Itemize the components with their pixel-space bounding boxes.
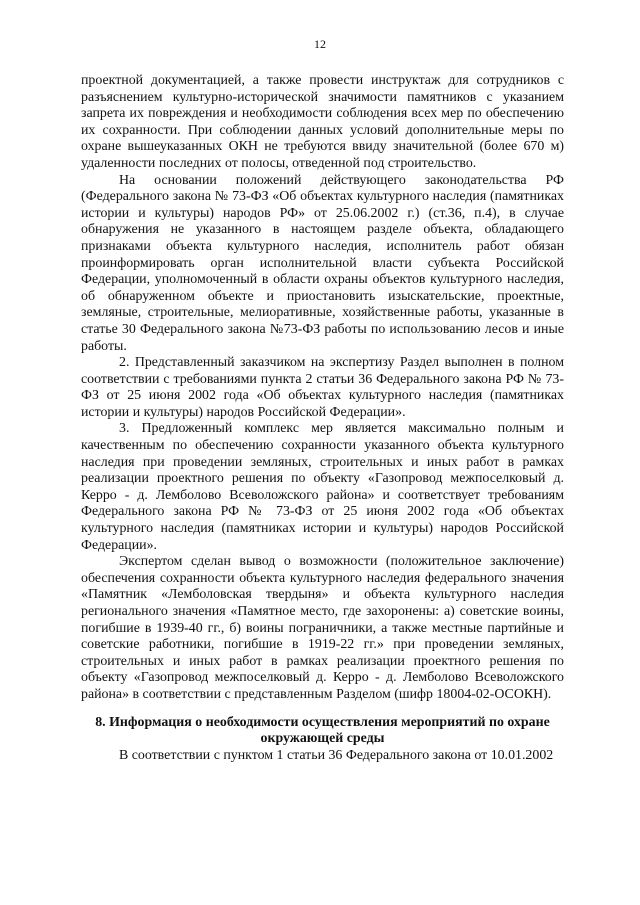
section-heading-environment: 8. Информация о необходимости осуществления мероприятий по охране окружающей среды — [95, 714, 550, 747]
paragraph-legal-basis: На основании положений действующего законодательства РФ (Федерального закона № 73-ФЗ «Об объектах культурного наследия (памятниках истории и культуры) народов РФ» от 25.06.2002 г.) (ст.36, п.4), в случае обнаружения не указанного в настоящем разделе объекта, обладающего признаками объекта культурного наследия, исполнитель работ обязан проинформировать орган исполнительной власти субъекта Российской Федерации, уполномоченный в области охраны объектов культурного наследия, об обнаруженном объекте и приостановить изыскательские, проектные, земляные, строительные, мелиоративные, хозяйственные работы, указанные в статье 30 Федерального закона №73-ФЗ работы по использованию лесов и иные работы. — [81, 172, 564, 354]
paragraph-expert-conclusion: Экспертом сделан вывод о возможности (положительное заключение) обеспечения сохранности объекта культурного наследия федерального значения «Памятник «Лемболовская твердыня» и объекта культурного наследия регионального значения «Памятное место, где захоронены: а) советские воины, погибшие в 1939-40 гг., б) воины пограничники, а также местные партийные и советские работники, погибшие в 1919-22 гг.» при проведении земляных, строительных и иных работ в рамках реализации проектного решения по объекту «Газопровод межпоселковый д. Керро - д. Лемболово Всеволожского района» в соответствии с представленным Разделом (шифр 18004-02-ОСОКН). — [81, 554, 564, 702]
document-body — [81, 73, 564, 764]
paragraph-instruction-continued: проектной документацией, а также провести инструктаж для сотрудников с разъяснением культурно-исторической значимости памятников с указанием запрета их повреждения и необходимости соблюдения всех мер по обеспечению их сохранности. При соблюдении данных условий дополнительные меры по охране вышеуказанных ОКН не требуются ввиду значительной (более 670 м) удаленности последних от полосы, отведенной под строительство. — [81, 73, 564, 171]
page-number: 12 — [314, 37, 326, 51]
paragraph-point-3: 3. Предложенный комплекс мер является максимально полным и качественным по обеспечению сохранности указанного объекта культурного наследия при проведении земляных, строительных и иных работ в рамках реализации проектного решения по объекту «Газопровод межпоселковый д. Керро - д. Лемболово Всеволожского района» и соответствует требованиям Федерального закона РФ № 73-ФЗ от 25 июня 2002 года «Об объектах культурного наследия (памятниках истории и культуры) народов Российской Федерации». — [81, 421, 564, 553]
paragraph-point-2: 2. Представленный заказчиком на экспертизу Раздел выполнен в полном соответствии с требованиями пункта 2 статьи 36 Федерального закона РФ № 73-ФЗ от 25 июня 2002 года «Об объектах культурного наследия (памятниках истории и культуры) народов Российской Федерации». — [81, 355, 564, 420]
paragraph-section-8-start: В соответствии с пунктом 1 статьи 36 Федерального закона от 10.01.2002 — [119, 747, 554, 763]
